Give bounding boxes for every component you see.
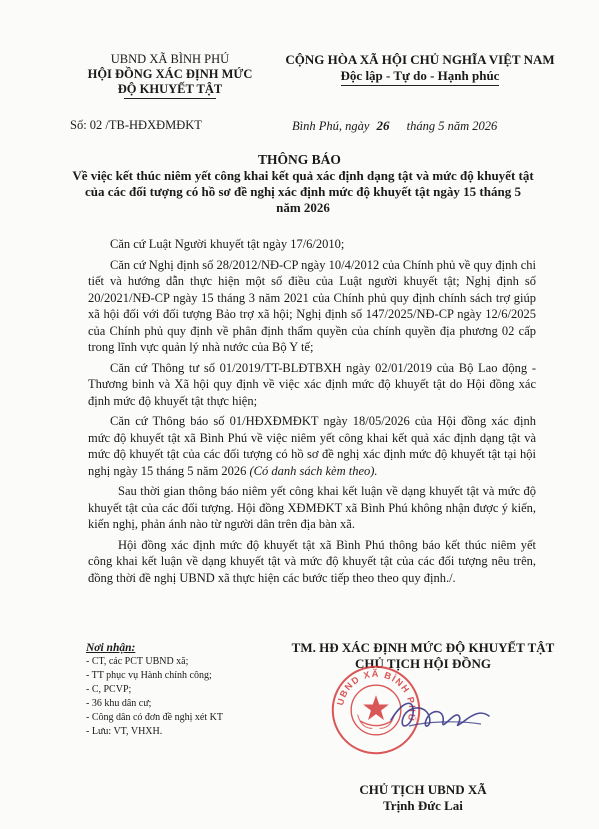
- recipient-item: - CT, các PCT UBND xã;: [86, 656, 189, 667]
- signature-line-1: TM. HĐ XÁC ĐỊNH MỨC ĐỘ KHUYẾT TẬT: [291, 640, 555, 655]
- recipient-item: - TT phục vụ Hành chính công;: [86, 670, 212, 681]
- national-motto: Độc lập - Tự do - Hạnh phúc: [341, 68, 500, 86]
- country-name: CỘNG HÒA XÃ HỘI CHỦ NGHĨA VIỆT NAM: [285, 52, 555, 67]
- attachment-note: (Có danh sách kèm theo).: [246, 463, 378, 478]
- date-day: 26: [376, 118, 390, 133]
- document-subtitle: Về việc kết thúc niêm yết công khai kết quả xác định dạng tật và mức độ khuyết tật của các đối tượng có hồ sơ đề nghị xác định mức độ khuyết tật ngày 15 tháng 5 năm 2026: [72, 168, 534, 215]
- recipient-item: - 36 khu dân cư;: [86, 698, 152, 709]
- recipient-item: - C, PCVP;: [86, 684, 132, 695]
- issuing-authority: [70, 52, 270, 99]
- recipients-list: [86, 641, 266, 739]
- recipient-item: - Công dân có đơn đề nghị xét KT: [86, 712, 223, 723]
- body-paragraph: Căn cứ Nghị định số 28/2012/NĐ-CP ngày 10/4/2012 của Chính phủ về quy định chi tiết và hướng dẫn thực hiện một số điều của Luật người khuyết tật; Nghị định số 20/2021/NĐ-CP ngày 15 tháng 3 năm 2021 của Chính phủ quy định chính sách trợ giúp xã hội đối với đối tượng Bảo trợ xã hội; Nghị định số 147/2025/NĐ-CP ngày 12/6/2025 của Chính phủ quy định về phân định thẩm quyền của chính quyền địa phương 02 cấp trong lĩnh vực quản lý nhà nước của Bộ Y tế;: [88, 257, 536, 354]
- signature-line-2: CHỦ TỊCH HỘI ĐỒNG: [355, 656, 491, 671]
- body-paragraph: Hội đồng xác định mức độ khuyết tật xã Bình Phú thông báo kết thúc niêm yết công khai kết luận về dạng khuyết tật và mức độ khuyết tật của các đối tượng nêu trên, đồng thời đề nghị UBND xã thực hiện các bước tiếp theo theo quy định./.: [88, 537, 536, 585]
- body-paragraph-text: Căn cứ Thông báo số 01/HĐXĐMĐKT ngày 18/05/2026 của Hội đồng xác định mức độ khuyết tật xã Bình Phú về việc niêm yết công khai kết quả xác định dạng tật và mức độ khuyết tật của các đối tượng có hồ sơ đề nghị xác định mức độ khuyết tật tại hội nghị ngày 15 tháng 5 năm 2026: [88, 414, 536, 478]
- org-line-2: HỘI ĐỒNG XÁC ĐỊNH MỨC: [87, 67, 253, 81]
- national-header: [255, 52, 585, 86]
- signer-name: Trịnh Đức Lai: [383, 798, 463, 813]
- date-prefix: Bình Phú, ngày: [292, 119, 370, 133]
- body-paragraph: Sau thời gian thông báo niêm yết công khai kết luận về dạng khuyết tật và mức độ khuyết tật của các đối tượng. Hội đồng XĐMĐKT xã Bình Phú không nhận được ý kiến, kiến nghị, phản ánh nào từ người dân trên địa bàn xã.: [88, 484, 536, 531]
- org-line-3: ĐỘ KHUYẾT TẬT: [117, 82, 223, 96]
- date-line: [292, 118, 497, 134]
- svg-text:UBND XÃ BÌNH PHÚ: UBND XÃ BÌNH PHÚ: [335, 668, 418, 723]
- signer-position: CHỦ TỊCH UBND XÃ: [359, 782, 487, 797]
- body-paragraph: [88, 413, 536, 479]
- document-body: [88, 236, 536, 590]
- signature-block-heading: [262, 640, 584, 672]
- handwritten-signature-icon: [385, 690, 495, 740]
- body-paragraph: Căn cứ Luật Người khuyết tật ngày 17/6/2010;: [110, 237, 345, 251]
- signer-block: [262, 782, 584, 814]
- date-suffix: tháng 5 năm 2026: [406, 119, 498, 133]
- recipient-item: - Lưu: VT, VHXH.: [86, 726, 163, 737]
- document-number: Số: 02 /TB-HĐXĐMĐKT: [70, 118, 202, 132]
- body-paragraph: Căn cứ Thông tư số 01/2019/TT-BLĐTBXH ngày 02/01/2019 của Bộ Lao động - Thương binh và Xã hội quy định về việc xác định mức độ khuyết tật do Hội đồng xác định mức độ khuyết tật thực hiện;: [88, 360, 536, 408]
- recipients-heading: Nơi nhận:: [86, 642, 136, 654]
- document-title: THÔNG BÁO: [258, 152, 341, 167]
- org-underline: [124, 98, 216, 99]
- org-line-1: UBND XÃ BÌNH PHÚ: [110, 52, 230, 66]
